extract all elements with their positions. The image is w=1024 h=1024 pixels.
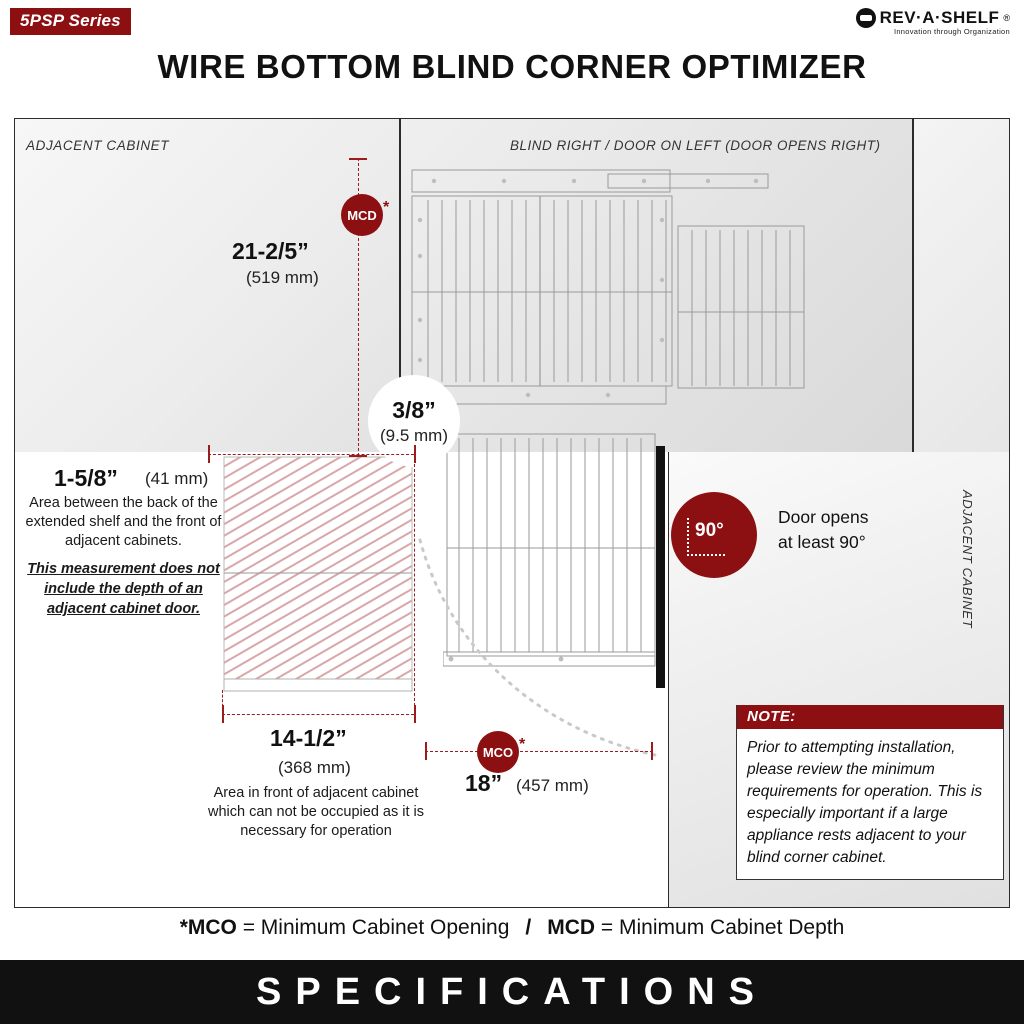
note-body: Prior to attempting installation, please review the minimum requirements for operation. This is especially important if a large appliance rests adjacent to your blind corner cabinet. — [747, 739, 983, 866]
mcd-badge-label: MCD — [347, 207, 377, 223]
legend-separator: / — [525, 916, 532, 939]
note-heading: NOTE: — [737, 705, 1003, 729]
back-clearance-line — [208, 454, 414, 455]
legend-mco-definition: = Minimum Cabinet Opening — [236, 916, 510, 939]
brand-mark-icon — [856, 8, 876, 28]
front-clearance-line — [222, 714, 414, 715]
wire-shelf-top-illustration — [408, 160, 808, 430]
front-clearance-mm: (368 mm) — [278, 758, 351, 777]
legend-mco-abbr: *MCO — [179, 916, 237, 939]
front-clearance-cap-left — [222, 705, 224, 723]
mcd-dimension-cap-top — [349, 158, 367, 160]
mcd-badge-star: * — [383, 199, 390, 216]
mco-cap-right — [651, 742, 653, 760]
opening-inches: 18” — [465, 770, 503, 796]
door-angle-label: 90° — [695, 520, 724, 541]
mco-cap-left — [425, 742, 427, 760]
front-clearance-note: Area in front of adjacent cabinet which can not be occupied as it is necessary for operation — [208, 785, 425, 839]
door-open-note: Door opens at least 90° — [778, 507, 869, 552]
mco-badge-label: MCO — [482, 744, 514, 760]
front-clearance-inches: 14-1/2” — [270, 725, 347, 751]
diagram-canvas — [0, 100, 1024, 900]
adjacent-cabinet-right-label: ADJACENT CABINET — [960, 490, 975, 629]
back-clearance-inches: 1-5/8” — [54, 465, 118, 491]
back-clearance-mm: (41 mm) — [145, 469, 209, 488]
right-cabinet-strip — [913, 118, 1010, 458]
back-clearance-note-text: Area between the back of the extended shelf and the front of adjacent cabinets. — [25, 495, 222, 549]
mcd-badge — [341, 194, 383, 236]
depth-dimension-inches: 21-2/5” — [232, 238, 309, 264]
mco-badge — [477, 731, 519, 773]
front-clearance-cap-right — [414, 705, 416, 723]
opening-mm: (457 mm) — [516, 776, 589, 795]
adjacent-cabinet-top-label: ADJACENT CABINET — [26, 138, 170, 153]
door-angle-badge — [671, 492, 757, 578]
back-clearance-note-emphasis: This measurement does not include the depth of an adjacent cabinet door. — [27, 561, 220, 617]
legend-mcd-abbr: MCD — [547, 916, 596, 939]
mco-badge-star: * — [519, 736, 526, 753]
brand-tagline: Innovation through Organization — [893, 27, 1010, 36]
mco-dimension-line — [425, 751, 653, 752]
legend-mcd-definition: = Minimum Cabinet Depth — [595, 916, 845, 939]
footer-banner: SPECIFICATIONS — [0, 960, 1024, 1024]
series-tag: 5PSP Series — [10, 8, 131, 35]
brand-logo — [810, 8, 1010, 36]
note-box — [736, 705, 1004, 880]
gap-mm: (9.5 mm) — [380, 425, 448, 445]
gap-inches: 3/8” — [392, 396, 436, 423]
brand-registered-mark: ® — [1003, 13, 1010, 23]
mcd-dimension-cap-bottom — [349, 455, 367, 457]
front-clearance-guide-right — [414, 454, 415, 716]
blind-cabinet-label: BLIND RIGHT / DOOR ON LEFT (DOOR OPENS RIGHT) — [510, 138, 881, 153]
depth-dimension-mm: (519 mm) — [246, 268, 319, 287]
legend — [0, 916, 1024, 940]
page-title: WIRE BOTTOM BLIND CORNER OPTIMIZER — [157, 48, 867, 85]
brand-name: REV·A·SHELF — [879, 8, 1000, 27]
adjacent-cabinet-top — [14, 118, 400, 458]
back-clearance-note — [16, 494, 231, 619]
